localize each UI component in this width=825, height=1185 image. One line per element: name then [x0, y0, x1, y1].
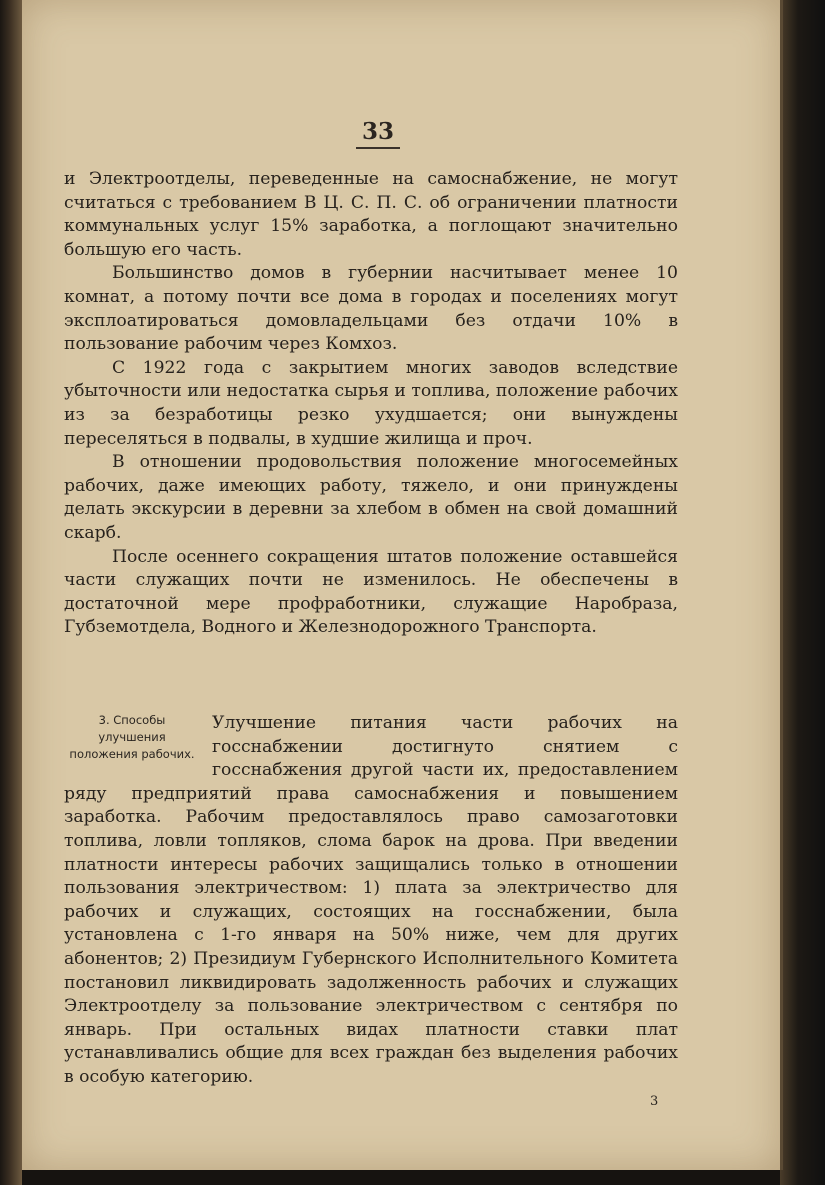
section-paragraph: Улучшение питания части рабочих на госснабжении достигнуто снятием с госснабжения другой части их, предоставлением ряду предприятий права самоснабжения и повышением заработка. Рабочим предоставлялось право самозаготовки топлива, ловли топляков, слома барок на дрова. При введении платности интересы рабочих защищались только в отношении пользования электричеством: 1) плата за электричество для рабочих и служащих, состоящих на госснабжении, была установлена с 1-го января на 50% ниже, чем для других абонентов; 2) Президиум Губернского Исполнительного Комитета постановил ликвидировать задолженность рабочих и служащих Электроотделу за пользование электричеством с сентября по январь. При остальных видах платности ставки плат устанавливались общие для всех граждан без выделения рабочих в особую категорию. — [64, 713, 678, 1087]
page-number-underline — [356, 147, 400, 149]
paragraph-4: В отношении продовольствия положение многосемейных рабочих, даже имеющих работу, тяжело, и они принуждены делать экскурсии в деревни за хлебом в обмен на свой домашний скарб. — [64, 452, 678, 543]
paragraph-5: После осеннего сокращения штатов положение оставшейся части служащих почти не изменилось. Не обеспечены в достаточной мере профработники, служащие Наробраза, Губземотдела, Водного и Железнодорожного Транспорта. — [64, 546, 678, 638]
paragraph-2: Большинство домов в губернии насчитывает менее 10 комнат, а потому почти все дома в городах и поселениях могут эксплоатироваться домовладельцами без отдачи 10% в пользование рабочим через Комхоз. — [64, 263, 678, 355]
paragraph-1: и Электроотделы, переведенные на самоснабжение, не могут считаться с требованием В Ц. С. П. С. об ограничении платности коммунальных услуг 15% заработка, а поглощают значительно большую его часть. — [64, 169, 678, 260]
section-3 — [64, 712, 678, 1090]
book-spine-edge — [0, 0, 22, 1185]
page-number-top: 33 — [362, 118, 395, 145]
signature-mark: 3 — [650, 1094, 659, 1109]
section-side-heading: 3. Способы улучшения положения рабочих. — [69, 713, 195, 761]
paragraph-3: С 1922 года с закрытием многих заводов вследствие убыточности или недостатка сырья и топлива, положение рабочих из за безработицы резко ухудшается; они вынуждены переселяться в подвалы, в худшие жилища и проч. — [64, 357, 678, 449]
body-text — [64, 168, 678, 640]
book-right-edge — [780, 0, 825, 1185]
